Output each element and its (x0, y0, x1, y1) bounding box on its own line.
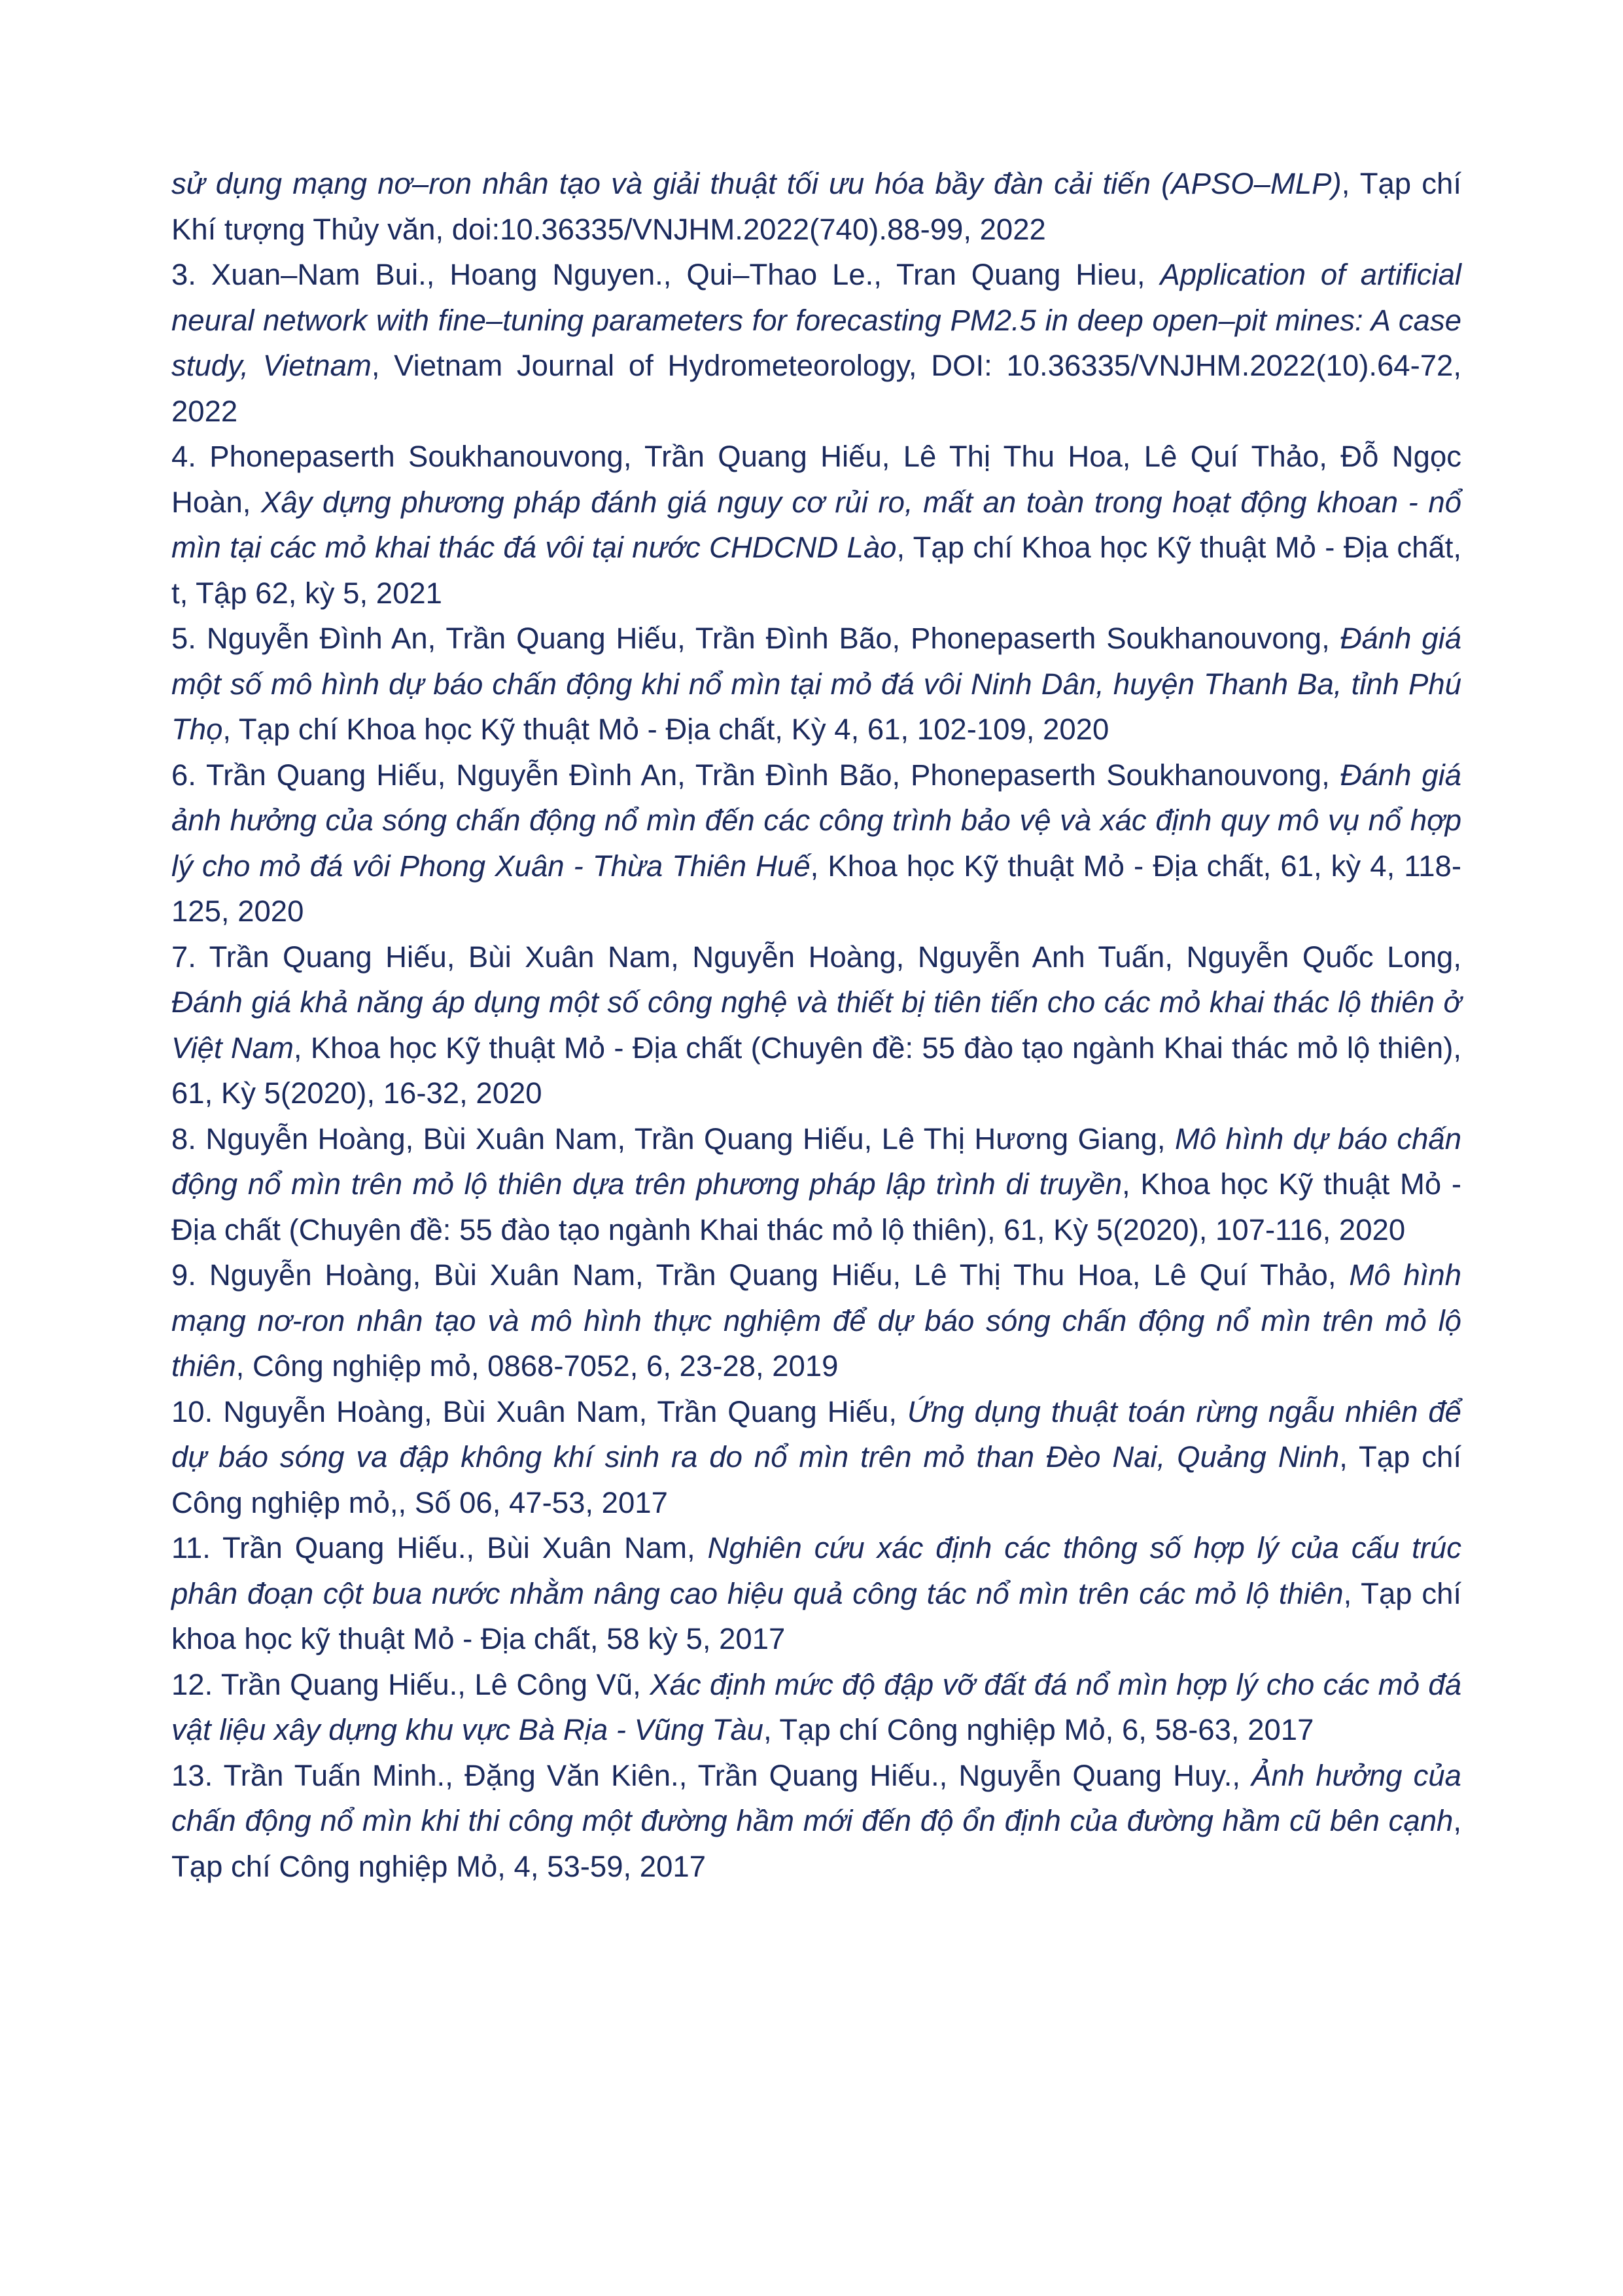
reference-source: , Tạp chí Công nghiệp Mỏ, 6, 58-63, 2017 (763, 1713, 1314, 1746)
reference-authors: Nguyễn Hoàng, Bùi Xuân Nam, Trần Quang Hiếu, (223, 1394, 907, 1428)
reference-authors: Trần Quang Hiếu, Nguyễn Đình An, Trần Đình Bão, Phonepaserth Soukhanouvong, (206, 758, 1340, 792)
reference-title: Đánh giá một số mô hình dự báo chấn động khi nổ mìn tại mỏ đá vôi Ninh Dân, huyện Thanh Ba, tỉnh Phú Thọ (171, 622, 1462, 746)
reference-number: 7. (171, 940, 209, 974)
reference-item (171, 161, 1461, 252)
reference-title: Nghiên cứu xác định các thông số hợp lý của cấu trúc phân đoạn cột bua nước nhằm nâng cao hiệu quả công tác nổ mìn trên các mỏ lộ thiên (171, 1531, 1461, 1610)
reference-title: Đánh giá ảnh hưởng của sóng chấn động nổ mìn đến các công trình bảo vệ và xác định quy mô vụ nổ hợp lý cho mỏ đá vôi Phong Xuân - Thừa Thiên Huế (171, 758, 1461, 883)
reference-source: , Khoa học Kỹ thuật Mỏ - Địa chất, 61, kỳ 4, 118-125, 2020 (171, 849, 1462, 928)
reference-item (171, 934, 1461, 1116)
reference-title: Mô hình dự báo chấn động nổ mìn trên mỏ lộ thiên dựa trên phương pháp lập trình di truyền (171, 1122, 1462, 1201)
reference-source: , Tạp chí Công nghiệp mỏ,, Số 06, 47-53, 2017 (171, 1440, 1461, 1519)
reference-number: 9. (171, 1258, 209, 1292)
reference-source: , Tạp chí Khí tượng Thủy văn, doi:10.36335/VNJHM.2022(740).88-99, 2022 (171, 167, 1461, 246)
reference-source: , Tạp chí khoa học kỹ thuật Mỏ - Địa chất, 58 kỳ 5, 2017 (171, 1576, 1462, 1655)
reference-title: Application of artificial neural network with fine–tuning parameters for forecasting PM2.5 in deep open–pit mines: A case study, Vietnam (171, 258, 1461, 382)
reference-source: , Khoa học Kỹ thuật Mỏ - Địa chất (Chuyên đề: 55 đào tạo ngành Khai thác mỏ lộ thiên), 61, Kỳ 5(2020), 16-32, 2020 (171, 1031, 1461, 1110)
reference-number: 3. (171, 258, 211, 291)
reference-item (171, 1525, 1461, 1662)
reference-item (171, 1389, 1461, 1526)
reference-number: 13. (171, 1758, 224, 1792)
reference-list (171, 161, 1461, 1889)
reference-number: 10. (171, 1394, 224, 1428)
reference-item (171, 1116, 1461, 1253)
reference-item (171, 616, 1461, 752)
reference-title: Mô hình mạng nơ-ron nhân tạo và mô hình thực nghiệm để dự báo sóng chấn động nổ mìn trên mỏ lộ thiên (171, 1258, 1462, 1383)
reference-authors: Nguyễn Hoàng, Bùi Xuân Nam, Trần Quang Hiếu, Lê Thị Hương Giang, (205, 1122, 1175, 1156)
reference-authors: Nguyễn Hoàng, Bùi Xuân Nam, Trần Quang Hiếu, Lê Thị Thu Hoa, Lê Quí Thảo, (209, 1258, 1350, 1292)
reference-authors: Trần Tuấn Minh., Đặng Văn Kiên., Trần Quang Hiếu., Nguyễn Quang Huy., (223, 1758, 1252, 1792)
reference-item (171, 1252, 1461, 1389)
reference-title: Ứng dụng thuật toán rừng ngẫu nhiên để dự báo sóng va đập không khí sinh ra do nổ mìn trên mỏ than Đèo Nai, Quảng Ninh (171, 1394, 1461, 1474)
reference-item (171, 252, 1461, 434)
reference-number: 11. (171, 1531, 222, 1564)
reference-title: Xây dựng phương pháp đánh giá nguy cơ rủi ro, mất an toàn trong hoạt động khoan - nổ mìn tại các mỏ khai thác đá vôi tại nước CHDCND Lào (171, 485, 1462, 564)
reference-authors: Trần Quang Hiếu., Bùi Xuân Nam, (222, 1531, 708, 1564)
reference-item (171, 1662, 1461, 1753)
reference-source: , Tạp chí Khoa học Kỹ thuật Mỏ - Địa chất, Kỳ 4, 61, 102-109, 2020 (222, 713, 1109, 746)
reference-title: Đánh giá khả năng áp dụng một số công nghệ và thiết bị tiên tiến cho các mỏ khai thác lộ thiên ở Việt Nam (171, 985, 1461, 1065)
reference-number: 5. (171, 622, 207, 655)
reference-item (171, 752, 1461, 934)
reference-number: 4. (171, 440, 210, 473)
reference-title: Ảnh hưởng của chấn động nổ mìn khi thi công một đường hầm mới đến độ ổn định của đường hầm cũ bên cạnh (171, 1758, 1461, 1837)
reference-source: , Vietnam Journal of Hydrometeorology, DOI: 10.36335/VNJHM.2022(10).64-72, 2022 (171, 349, 1462, 428)
reference-title: Xác định mức độ đập vỡ đất đá nổ mìn hợp lý cho các mỏ đá vật liệu xây dựng khu vực Bà Rịa - Vũng Tàu (171, 1667, 1461, 1746)
reference-number: 8. (171, 1122, 206, 1156)
reference-title: sử dụng mạng nơ–ron nhân tạo và giải thuật tối ưu hóa bầy đàn cải tiến (APSO–MLP) (171, 167, 1342, 200)
reference-authors: Phonepaserth Soukhanouvong, Trần Quang Hiếu, Lê Thị Thu Hoa, Lê Quí Thảo, Đỗ Ngọc Hoàn, (171, 440, 1462, 519)
reference-source: , Khoa học Kỹ thuật Mỏ - Địa chất (Chuyên đề: 55 đào tạo ngành Khai thác mỏ lộ thiên), 61, Kỳ 5(2020), 107-116, 2020 (171, 1167, 1461, 1246)
reference-number: 12. (171, 1667, 221, 1701)
reference-authors: Trần Quang Hiếu, Bùi Xuân Nam, Nguyễn Hoàng, Nguyễn Anh Tuấn, Nguyễn Quốc Long, (209, 940, 1462, 974)
reference-authors: Trần Quang Hiếu., Lê Công Vũ, (220, 1667, 650, 1701)
reference-source: , Tạp chí Công nghiệp Mỏ, 4, 53-59, 2017 (171, 1804, 1461, 1883)
reference-item (171, 1753, 1461, 1890)
reference-authors: Xuan–Nam Bui., Hoang Nguyen., Qui–Thao Le., Tran Quang Hieu, (211, 258, 1161, 291)
reference-item (171, 434, 1461, 616)
reference-number: 6. (171, 758, 206, 792)
reference-source: , Tạp chí Khoa học Kỹ thuật Mỏ - Địa chất, t, Tập 62, kỳ 5, 2021 (171, 531, 1461, 610)
reference-authors: Nguyễn Đình An, Trần Quang Hiếu, Trần Đình Bão, Phonepaserth Soukhanouvong, (206, 622, 1340, 655)
reference-source: , Công nghiệp mỏ, 0868-7052, 6, 23-28, 2019 (236, 1349, 839, 1383)
